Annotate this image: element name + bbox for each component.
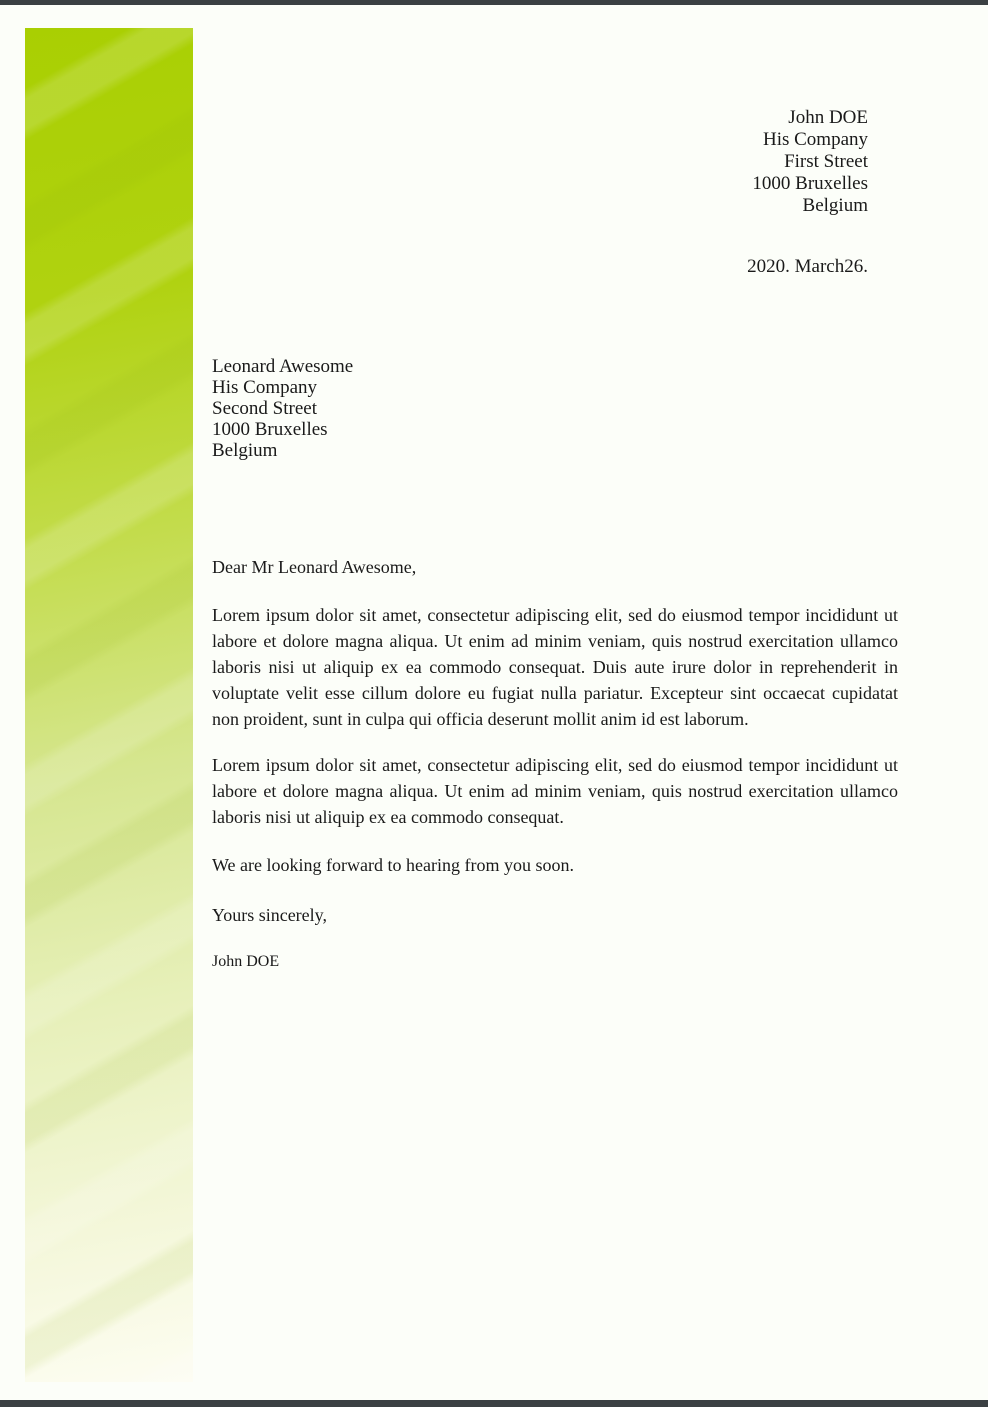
sender-city: 1000 Bruxelles <box>752 173 868 194</box>
sender-name: John DOE <box>788 107 868 128</box>
sender-country: Belgium <box>802 195 868 216</box>
body-paragraph-2: Lorem ipsum dolor sit amet, consectetur adipiscing elit, sed do eiusmod tempor incididunt ut labore et dolore magna aliqua. Ut enim ad minim veniam, quis nostrud exercitation ullamco laboris nisi ut aliquip ex ea commodo consequat. <box>212 755 898 827</box>
letter-body <box>212 554 898 975</box>
sender-street: First Street <box>784 151 868 172</box>
recipient-city: 1000 Bruxelles <box>212 419 328 440</box>
recipient-name: Leonard Awesome <box>212 356 354 377</box>
recipient-address-block <box>212 356 353 461</box>
window-top-border <box>0 0 988 5</box>
signature: John DOE <box>212 953 280 970</box>
salutation: Dear Mr Leonard Awesome, <box>212 557 417 577</box>
sender-company: His Company <box>762 129 868 150</box>
valediction: Yours sincerely, <box>212 905 327 925</box>
letter-date: 2020. March26. <box>747 256 868 277</box>
recipient-country: Belgium <box>212 440 278 461</box>
body-paragraph-1: Lorem ipsum dolor sit amet, consectetur adipiscing elit, sed do eiusmod tempor incididunt ut labore et dolore magna aliqua. Ut enim ad minim veniam, quis nostrud exercitation ullamco laboris nisi ut aliquip ex ea commodo consequat. Duis aute irure dolor in reprehenderit in voluptate velit esse cillum dolore eu fugiat nulla pariatur. Excepteur sint occaecat cupidatat non proident, sunt in culpa qui officia deserunt mollit anim id est laborum. <box>212 605 898 729</box>
sender-address-block <box>752 107 868 217</box>
window-bottom-border <box>0 1400 988 1407</box>
closing-line: We are looking forward to hearing from you soon. <box>212 855 574 875</box>
green-gradient-sidebar <box>25 28 193 1382</box>
recipient-street: Second Street <box>212 398 318 419</box>
recipient-company: His Company <box>212 377 318 398</box>
